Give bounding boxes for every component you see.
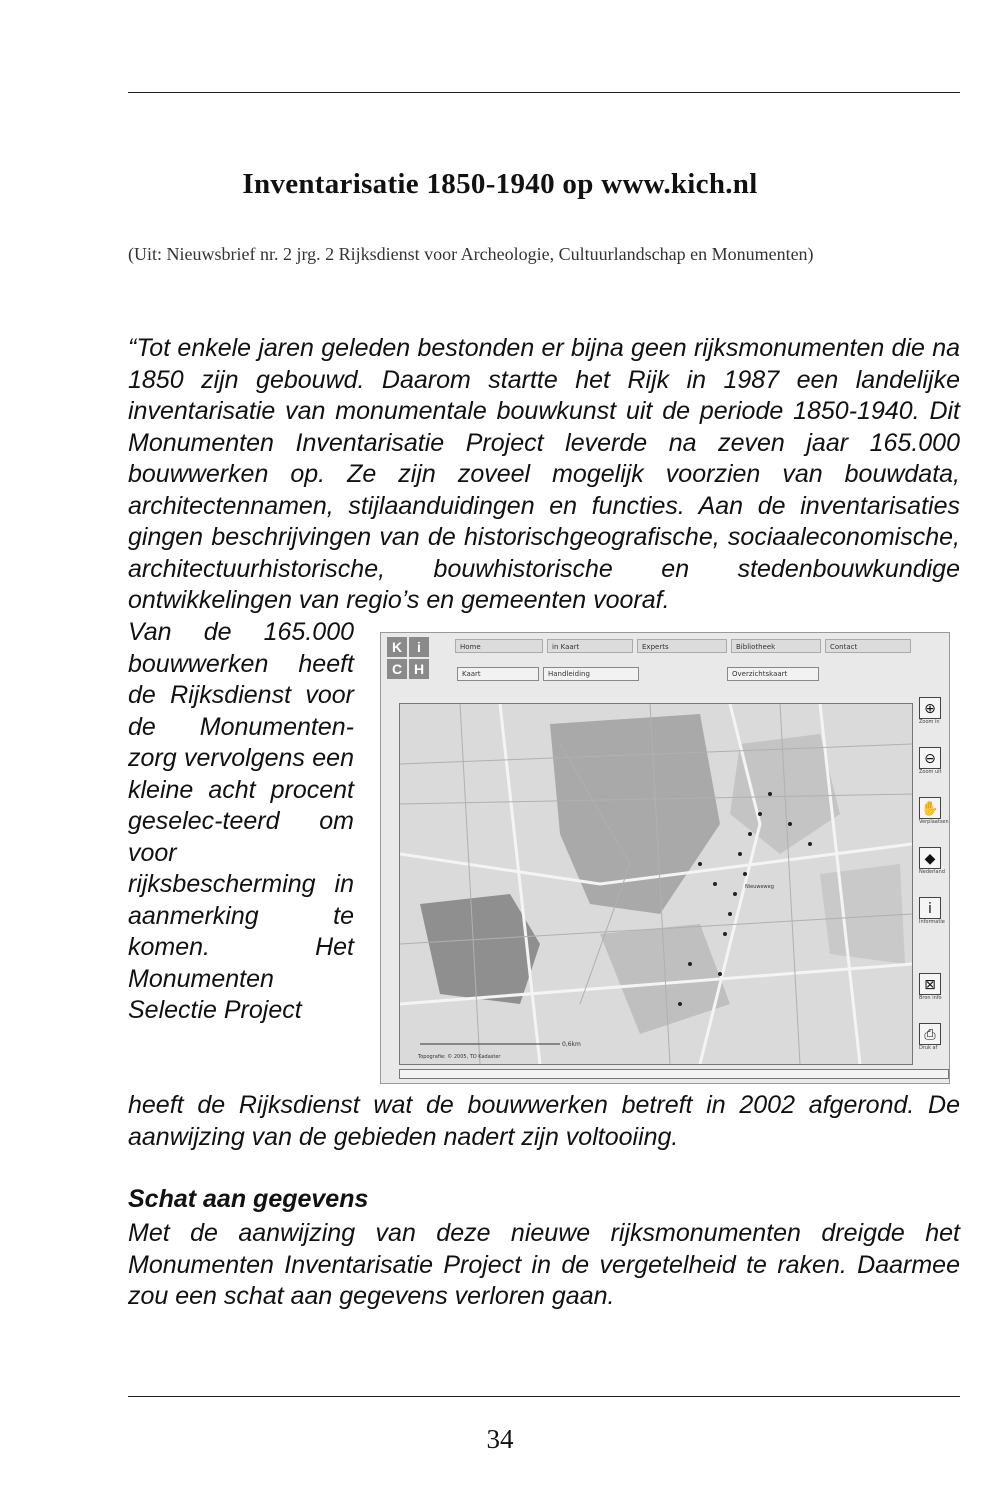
zoom-in-icon: ⊕ [919,697,941,719]
source-info-tool[interactable] [919,973,945,1001]
logo-letter: C [387,659,407,679]
site-nav [455,639,945,655]
bottom-rule [128,1396,960,1397]
kich-logo [387,637,431,681]
source-note: (Uit: Nieuwsbrief nr. 2 jrg. 2 Rijksdienst voor Archeologie, Cultuurlandschap en Monumenten) [128,244,814,264]
nav-bibliotheek[interactable]: Bibliotheek [731,639,821,653]
selection-icon: ⊠ [919,973,941,995]
tab-handleiding[interactable]: Handleiding [543,667,639,681]
hand-pan-icon: ✋ [919,797,941,819]
map-toolbar [915,693,950,1073]
section-heading: Schat aan gegevens [128,1185,369,1213]
info-icon: i [919,897,941,919]
horizontal-scrollbar[interactable] [399,1069,949,1079]
page-number: 34 [486,1424,514,1454]
tool-label: Zoom in [919,719,940,725]
top-rule [128,92,960,93]
intro-paragraph: “Tot enkele jaren geleden bestonden er bijna geen rijksmonumenten die na 1850 zijn gebouwd. Daarom startte het Rijk in 1987 een landelijke inventarisatie van monumentale bouwkunst uit de periode 1850-1940. Dit Monumenten Inventarisatie Project leverde na zeven jaar 165.000 bouwwerken op. Ze zijn zoveel mogelijk voorzien van bouwdata, architectennamen, stijlaanduidingen en functies. Aan de inventarisaties gingen beschrijvingen van de historischgeografische, sociaaleconomische, architectuurhistorische, bouwhistorische en stedenbouwkundige ontwikkelingen van regio’s en gemeenten vooraf. [128,334,960,614]
copyright-label: Topografie: © 2005, TD Kadaster [418,1054,501,1060]
tool-label: Nederland [919,869,945,875]
zoom-out-tool[interactable] [919,747,945,775]
tool-label: Informatie [919,919,945,925]
tab-kaart[interactable]: Kaart [457,667,539,681]
nav-contact[interactable]: Contact [825,639,911,653]
tab-overzichtskaart[interactable]: Overzichtskaart [727,667,819,681]
map-graphic [400,704,912,1064]
map-view[interactable] [399,703,913,1065]
print-tool[interactable] [919,1023,945,1051]
article-title: Inventarisatie 1850-1940 op www.kich.nl [242,168,758,200]
zoom-in-tool[interactable] [919,697,945,725]
section-paragraph: Met de aanwijzing van deze nieuwe rijksmonumenten dreigde het Monumenten Inventarisatie Project in de vergetelheid te raken. Daarmee zou een schat aan gegevens verloren gaan. [128,1219,960,1310]
nav-home[interactable]: Home [455,639,543,653]
street-label: Nieuweweg [745,884,774,890]
tool-label: Verplaatsen [919,819,949,825]
netherlands-map-icon: ◆ [919,847,941,869]
netherlands-tool[interactable] [919,847,945,875]
tool-label: Druk af [919,1045,938,1051]
scale-label: 0,6km [562,1041,581,1048]
website-screenshot [380,632,950,1084]
pan-tool[interactable] [919,797,949,825]
zoom-out-icon: ⊖ [919,747,941,769]
continuation-paragraph: heeft de Rijksdienst wat de bouwwerken betreft in 2002 afgerond. De aanwijzing van de gebieden nadert zijn voltooiing. [128,1091,960,1151]
narrow-paragraph: Van de 165.000 bouwwerken heeft de Rijksdienst voor de Monumenten-zorg vervolgens een kleine acht procent geselec-teerd om voor rijksbescherming in aanmerking te komen. Het Monumenten Selectie Project [128,618,354,1024]
tool-label: Bron info [919,995,942,1001]
tool-label: Zoom uit [919,769,942,775]
nav-experts[interactable]: Experts [637,639,727,653]
nav-in-kaart[interactable]: in Kaart [547,639,633,653]
logo-letter: i [409,637,429,657]
info-tool[interactable] [919,897,945,925]
logo-letter: H [409,659,429,679]
print-icon: ⎙ [919,1023,941,1045]
logo-letter: K [387,637,407,657]
